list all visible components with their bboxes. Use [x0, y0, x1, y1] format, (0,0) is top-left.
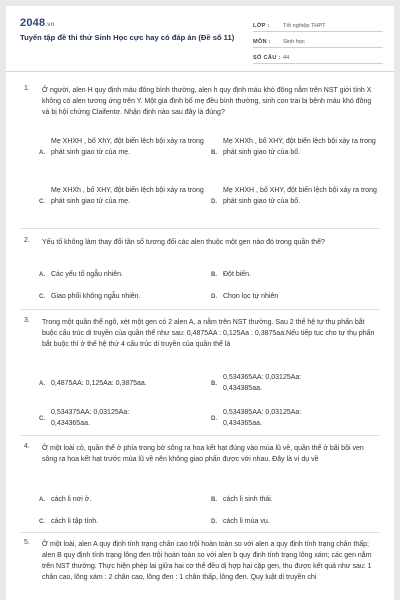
option-text: Chọn lọc tự nhiên: [223, 293, 279, 300]
site-logo[interactable]: [20, 17, 55, 29]
meta-key: LỚP :: [253, 23, 270, 29]
meta-row-class: [253, 16, 383, 32]
meta-value: Tốt nghiệp THPT: [283, 23, 326, 29]
option-label: D.: [211, 199, 217, 205]
option-text: 0,534375AA: 0,03125Aa: 0,434365aa.: [51, 409, 130, 427]
option-text: Các yếu tố ngẫu nhiên.: [51, 271, 123, 278]
question-text: Ở một loài, alen A quy định tính trạng chân cao trội hoàn toàn so với alen a quy định tính trạng chân thấp; alen B quy định tính trạng lông đen trội hoàn toàn so với alen b quy định tính trạng lông xám; các gen nằm trên NST thường. Thực hiện phép lai giữa hai cơ thể đều dị hợp hai cặp gen, thu được kết quả như sau: 1 chân cao, lông xám : 2 chân cao, lông đen : 1 chân thấp, lông đen. Quy luật di truyền chi: [42, 541, 372, 581]
meta-key: SỐ CÂU :: [253, 55, 281, 61]
logo-main: 2048: [20, 17, 46, 29]
question-number: 3.: [24, 317, 30, 324]
option-label: A.: [39, 272, 45, 278]
option-label: D.: [211, 519, 217, 525]
option-label: B.: [211, 381, 217, 387]
option-text: cách li nơi ở.: [51, 496, 92, 503]
document-title: Tuyển tập đề thi thử Sinh Học cực hay có đáp án (Đề số 11): [20, 33, 235, 42]
option-text: cách li sinh thái.: [223, 496, 273, 503]
option-label: C.: [39, 519, 45, 525]
meta-value: Sinh học: [283, 39, 305, 45]
option-label: B.: [211, 150, 217, 156]
option-label: A.: [39, 497, 45, 503]
question-text: Ở người, alen H quy định máu đông bình thường, alen h quy định máu khó đông nằm trên NST giới tính X không có alen tương ứng trên Y. Một gia đình bố mẹ đều bình thường, sinh con trai bị bệnh máu khó đông và bị hội chứng Claifentơ. Nhận định nào sau đây là đúng?: [42, 87, 372, 116]
option-label: B.: [211, 272, 217, 278]
option-text: Mẹ XHXh , bố XHY, đột biến lệch bội xảy ra trong phát sinh giao tử của bố.: [223, 138, 376, 156]
option-label: A.: [39, 381, 45, 387]
question-number: 4.: [24, 443, 30, 450]
option-text: Mẹ XHXH , bố XhY, đột biến lệch bội xảy ra trong phát sinh giao tử của mẹ.: [51, 138, 204, 156]
question-separator: [20, 309, 380, 310]
question-separator: [20, 435, 380, 436]
option-label: D.: [211, 294, 217, 300]
option-text: Mẹ XHXH , bố XHY, đột biến lệch bội xảy ra trong phát sinh giao tử của bố.: [223, 187, 377, 205]
document-header: [6, 6, 394, 66]
meta-row-count: [253, 48, 383, 64]
document-page: [6, 6, 394, 600]
meta-key: MÔN :: [253, 39, 271, 45]
question-text: Ở một loài cỏ, quần thể ở phía trong bờ sông ra hoa kết hạt đúng vào mùa lũ về, quần thể ở bãi bồi ven sông ra hoa kết hạt trước mùa lũ về nên không giao phấn được với nhau. Đây là ví dụ về: [42, 445, 364, 463]
option-label: C.: [39, 199, 45, 205]
option-label: D.: [211, 416, 217, 422]
question-number: 1.: [24, 85, 30, 92]
header-divider: [6, 71, 394, 72]
option-label: A.: [39, 150, 45, 156]
option-label: B.: [211, 497, 217, 503]
option-text: cách li tập tính.: [51, 518, 99, 525]
question-separator: [20, 532, 380, 533]
question-text: Trong một quần thể ngô, xét một gen có 2 alen A, a nằm trên NST thường. Sau 2 thế hệ tự thụ phấn bắt buộc cấu trúc di truyền của quần thể như sau: 0,4875AA : 0,125Aa : 0,3875aa.Nếu tiếp tục cho tự thụ phấn bắt buộc thì ở thế hệ thứ 4 cấu trúc di truyền của quần thể là: [42, 319, 375, 348]
question-separator: [20, 228, 380, 229]
question-number: 2.: [24, 237, 30, 244]
option-text: Giao phối không ngẫu nhiên.: [51, 293, 141, 300]
option-text: 0,4875AA: 0,125Aa: 0,3875aa.: [51, 380, 147, 387]
question-number: 5.: [24, 539, 30, 546]
meta-table: [253, 16, 383, 64]
option-text: 0,534385AA: 0,03125Aa: 0,434365aa.: [223, 409, 302, 427]
question-text: Yếu tố không làm thay đổi tần số tương đối các alen thuộc một gen nào đó trong quần thể?: [42, 239, 325, 246]
meta-value: 44: [283, 55, 290, 61]
option-text: Đột biến.: [223, 271, 252, 278]
option-text: Mẹ XHXh , bố XHY, đột biến lệch bội xảy ra trong phát sinh giao tử của mẹ.: [51, 187, 204, 205]
option-text: 0,534365AA: 0,03125Aa: 0,434385aa.: [223, 374, 302, 392]
option-label: C.: [39, 294, 45, 300]
logo-suffix: .vn: [45, 22, 55, 28]
meta-row-subject: [253, 32, 383, 48]
option-text: cách li mùa vụ.: [223, 518, 270, 525]
option-label: C.: [39, 416, 45, 422]
